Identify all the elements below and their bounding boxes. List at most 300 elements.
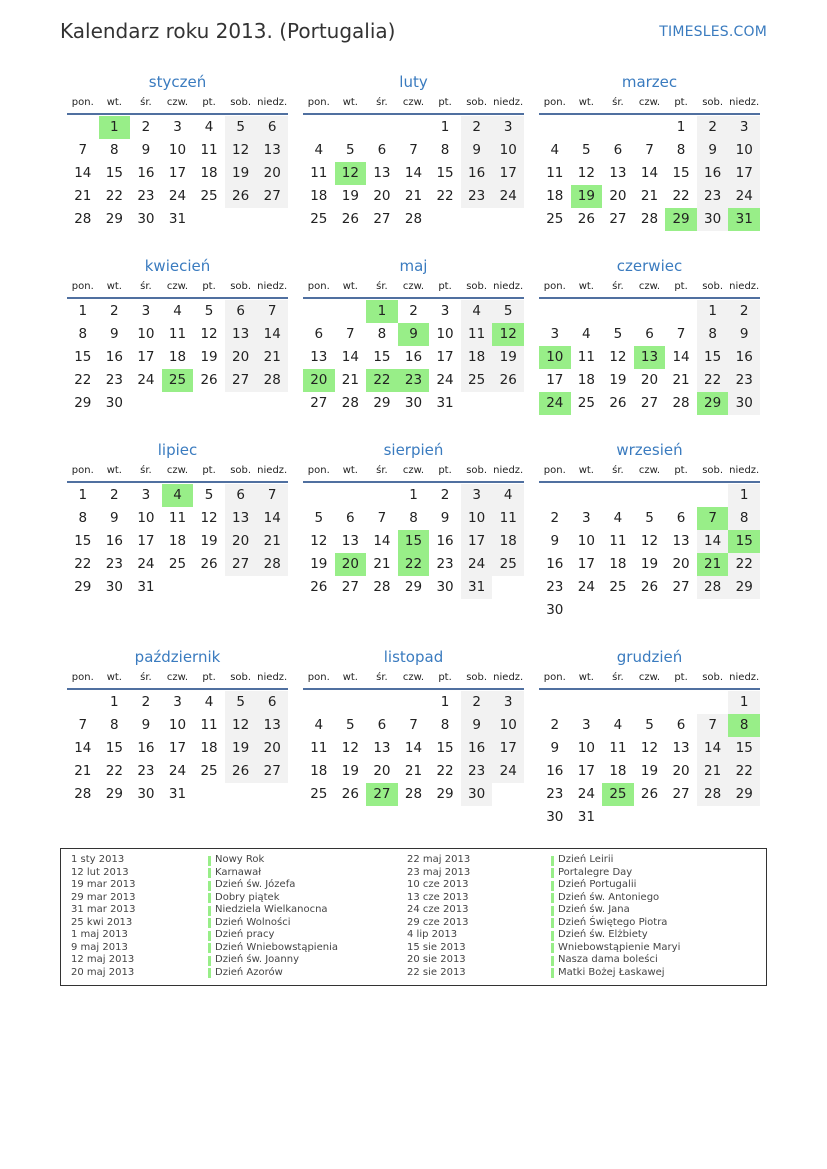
day-cell: 21	[640, 188, 659, 204]
weekday-label: wt.	[106, 281, 122, 292]
day-cell: 16	[546, 763, 564, 779]
holiday-date: 29 mar 2013	[71, 891, 136, 903]
day-cell: 19	[640, 556, 659, 572]
day-grid	[539, 116, 760, 231]
holiday-day-cell: 13	[634, 346, 666, 369]
month-name: marzec	[621, 73, 678, 91]
day-cell: 14	[74, 165, 92, 181]
weekday-label: pon.	[543, 465, 566, 476]
day-cell: 16	[461, 737, 493, 760]
day-cell: 10	[492, 139, 524, 162]
empty-cell	[634, 691, 666, 714]
day-cell: 21	[256, 346, 288, 369]
day-cell: 1	[78, 303, 88, 319]
day-cell: 26	[640, 579, 659, 595]
weekday-label: pon.	[543, 672, 566, 683]
holiday-day-cell: 20	[335, 553, 367, 576]
day-cell: 9	[440, 510, 450, 526]
day-cell: 29	[728, 783, 760, 806]
empty-cell	[571, 691, 603, 714]
weekday-label: niedz.	[729, 672, 760, 683]
weekday-label: niedz.	[493, 465, 524, 476]
day-cell: 30	[105, 395, 123, 411]
day-cell: 17	[168, 740, 187, 756]
day-cell: 6	[377, 717, 387, 733]
day-cell: 20	[373, 188, 391, 204]
day-cell: 27	[256, 185, 288, 208]
holiday-date: 12 maj 2013	[71, 954, 135, 965]
day-cell: 29	[74, 395, 92, 411]
empty-cell	[602, 484, 634, 507]
day-cell: 7	[409, 142, 418, 158]
day-cell: 27	[672, 579, 690, 595]
day-cell: 8	[440, 142, 450, 158]
weekday-label: pt.	[674, 465, 688, 476]
day-cell: 24	[577, 579, 595, 595]
day-cell: 2	[110, 303, 119, 319]
holiday-date: 25 kwi 2013	[71, 916, 133, 928]
weekday-label: pt.	[202, 281, 216, 292]
holiday-date: 22 maj 2013	[407, 854, 471, 865]
day-cell: 24	[577, 786, 595, 802]
day-cell: 11	[310, 740, 328, 756]
day-cell: 26	[341, 211, 359, 227]
day-cell: 21	[341, 372, 359, 388]
empty-cell	[539, 691, 571, 714]
weekday-label: śr.	[376, 97, 388, 108]
weekday-label: sob.	[466, 281, 488, 292]
day-cell: 6	[613, 142, 623, 158]
day-cell: 11	[200, 717, 218, 733]
month-7	[67, 439, 288, 599]
day-cell: 4	[550, 142, 560, 158]
day-grid	[303, 484, 524, 599]
day-cell: 16	[461, 162, 493, 185]
holiday-day-cell: 21	[697, 553, 729, 576]
day-cell: 11	[168, 326, 187, 342]
weekday-header	[303, 668, 524, 690]
holiday-name: Dzień Leirii	[558, 854, 614, 865]
day-cell: 11	[609, 740, 627, 756]
day-cell: 5	[645, 510, 654, 526]
holiday-day-cell: 22	[366, 369, 398, 392]
day-cell: 20	[640, 372, 659, 388]
holiday-marker	[551, 968, 554, 978]
day-cell: 26	[310, 579, 328, 595]
day-cell: 9	[110, 510, 119, 526]
day-cell: 6	[645, 326, 654, 342]
weekday-label: sob.	[702, 281, 724, 292]
day-cell: 12	[200, 510, 218, 526]
brand-link[interactable]: TIMESLES.COM	[659, 24, 767, 40]
weekday-label: czw.	[166, 465, 189, 476]
holiday-marker	[551, 943, 554, 953]
day-cell: 8	[697, 323, 729, 346]
day-cell: 1	[440, 694, 450, 710]
day-cell: 1	[676, 119, 686, 135]
weekday-label: niedz.	[493, 281, 524, 292]
empty-cell	[366, 484, 398, 507]
day-cell: 6	[225, 484, 257, 507]
empty-cell	[335, 691, 367, 714]
empty-cell	[634, 300, 666, 323]
day-cell: 29	[373, 395, 391, 411]
day-cell: 20	[225, 346, 257, 369]
day-cell: 18	[310, 763, 328, 779]
day-cell: 20	[256, 737, 288, 760]
day-cell: 22	[436, 188, 454, 204]
day-cell: 1	[697, 300, 729, 323]
day-cell: 30	[728, 392, 760, 415]
day-grid	[539, 484, 760, 622]
day-cell: 9	[141, 142, 151, 158]
day-cell: 10	[728, 139, 760, 162]
weekday-label: niedz.	[493, 672, 524, 683]
day-cell: 14	[697, 530, 729, 553]
day-cell: 2	[409, 303, 418, 319]
day-cell: 2	[550, 717, 560, 733]
holiday-marker	[208, 956, 211, 966]
holiday-marker	[208, 968, 211, 978]
day-grid	[67, 116, 288, 231]
empty-cell	[67, 691, 99, 714]
day-cell: 16	[546, 556, 564, 572]
holiday-day-cell: 15	[728, 530, 760, 553]
day-cell: 6	[676, 510, 686, 526]
day-cell: 10	[492, 714, 524, 737]
day-cell: 2	[550, 510, 560, 526]
day-cell: 30	[546, 602, 564, 618]
day-cell: 23	[461, 185, 493, 208]
day-cell: 26	[577, 211, 595, 227]
day-cell: 19	[609, 372, 627, 388]
empty-cell	[665, 484, 697, 507]
day-cell: 10	[137, 510, 155, 526]
day-cell: 13	[609, 165, 627, 181]
day-cell: 6	[377, 142, 387, 158]
day-cell: 17	[728, 162, 760, 185]
holiday-date: 9 maj 2013	[71, 941, 128, 953]
holiday-marker	[551, 956, 554, 966]
empty-cell	[697, 691, 729, 714]
day-cell: 24	[728, 185, 760, 208]
day-cell: 21	[74, 188, 92, 204]
day-cell: 5	[225, 116, 257, 139]
day-cell: 6	[225, 300, 257, 323]
day-cell: 18	[461, 346, 493, 369]
day-cell: 23	[105, 372, 123, 388]
day-cell: 25	[200, 763, 218, 779]
weekday-header	[539, 93, 760, 115]
weekday-label: pon.	[307, 97, 330, 108]
day-cell: 29	[436, 786, 454, 802]
weekday-label: sob.	[230, 465, 252, 476]
holiday-marker	[208, 881, 211, 891]
day-cell: 19	[200, 349, 218, 365]
weekday-label: wt.	[342, 465, 358, 476]
weekday-label: czw.	[638, 281, 661, 292]
day-cell: 15	[672, 165, 690, 181]
weekday-label: sob.	[702, 97, 724, 108]
day-cell: 2	[440, 487, 450, 503]
day-cell: 19	[225, 737, 257, 760]
weekday-label: sob.	[230, 281, 252, 292]
empty-cell	[634, 116, 666, 139]
day-cell: 23	[436, 556, 454, 572]
day-cell: 25	[546, 211, 564, 227]
holiday-date: 23 maj 2013	[407, 866, 471, 878]
day-cell: 27	[225, 553, 257, 576]
day-cell: 31	[168, 211, 187, 227]
weekday-label: niedz.	[257, 672, 288, 683]
weekday-label: pon.	[71, 97, 94, 108]
day-cell: 24	[492, 760, 524, 783]
day-cell: 16	[436, 533, 454, 549]
holiday-date: 22 sie 2013	[407, 966, 466, 978]
day-cell: 27	[310, 395, 328, 411]
empty-cell	[602, 691, 634, 714]
day-cell: 17	[137, 349, 155, 365]
day-cell: 27	[341, 579, 359, 595]
day-cell: 14	[256, 507, 288, 530]
day-cell: 18	[168, 349, 187, 365]
weekday-label: wt.	[342, 281, 358, 292]
month-name: lipiec	[157, 441, 198, 459]
weekday-label: czw.	[402, 281, 425, 292]
day-cell: 13	[310, 349, 328, 365]
day-cell: 30	[137, 211, 155, 227]
day-cell: 28	[256, 553, 288, 576]
day-cell: 4	[492, 484, 524, 507]
day-cell: 5	[225, 691, 257, 714]
day-cell: 28	[697, 783, 729, 806]
weekday-header	[303, 93, 524, 115]
day-cell: 18	[492, 530, 524, 553]
day-cell: 12	[341, 740, 359, 756]
day-cell: 14	[672, 349, 690, 365]
day-grid	[303, 300, 524, 415]
weekday-label: wt.	[342, 672, 358, 683]
day-cell: 29	[105, 786, 123, 802]
day-cell: 7	[78, 142, 88, 158]
day-cell: 21	[373, 556, 391, 572]
day-cell: 12	[577, 165, 595, 181]
day-cell: 20	[256, 162, 288, 185]
weekday-label: sob.	[230, 672, 252, 683]
empty-cell	[571, 300, 603, 323]
day-cell: 10	[577, 740, 595, 756]
day-cell: 25	[492, 553, 524, 576]
holiday-name: Nasza dama boleści	[558, 954, 658, 965]
weekday-label: wt.	[578, 97, 594, 108]
day-cell: 4	[461, 300, 493, 323]
holiday-name: Dzień Świętego Piotra	[558, 916, 668, 928]
holiday-name: Dobry piątek	[215, 891, 280, 903]
holiday-day-cell: 9	[398, 323, 430, 346]
day-cell: 28	[341, 395, 359, 411]
empty-cell	[697, 484, 729, 507]
day-cell: 1	[728, 691, 760, 714]
weekday-label: wt.	[106, 465, 122, 476]
day-cell: 5	[613, 326, 623, 342]
day-cell: 1	[78, 487, 88, 503]
day-cell: 30	[404, 395, 423, 411]
holiday-name: Dzień Portugalii	[558, 879, 637, 890]
weekday-header	[67, 461, 288, 483]
day-cell: 22	[74, 372, 92, 388]
weekday-label: pon.	[307, 281, 330, 292]
month-name: kwiecień	[144, 257, 211, 275]
holiday-marker	[208, 918, 211, 928]
day-cell: 2	[141, 119, 151, 135]
weekday-label: czw.	[638, 672, 661, 683]
holiday-date: 29 cze 2013	[407, 916, 469, 928]
weekday-label: czw.	[638, 97, 661, 108]
empty-cell	[303, 691, 335, 714]
day-cell: 14	[697, 737, 729, 760]
holiday-day-cell: 1	[366, 300, 398, 323]
day-cell: 28	[404, 786, 423, 802]
holiday-marker	[551, 918, 554, 928]
month-5	[303, 255, 524, 415]
holiday-day-cell: 29	[665, 208, 697, 231]
day-cell: 6	[314, 326, 324, 342]
holiday-date: 1 maj 2013	[71, 929, 128, 940]
day-cell: 28	[74, 211, 92, 227]
day-cell: 6	[256, 116, 288, 139]
day-cell: 4	[314, 717, 324, 733]
holiday-name: Dzień Azorów	[215, 966, 283, 978]
day-cell: 9	[728, 323, 760, 346]
day-cell: 23	[546, 579, 564, 595]
weekday-label: pt.	[438, 465, 452, 476]
day-cell: 13	[341, 533, 359, 549]
weekday-label: pt.	[438, 97, 452, 108]
day-cell: 22	[436, 763, 454, 779]
holiday-date: 24 cze 2013	[407, 904, 469, 915]
day-cell: 28	[697, 576, 729, 599]
day-cell: 15	[697, 346, 729, 369]
holiday-day-cell: 22	[398, 553, 430, 576]
day-cell: 19	[341, 188, 359, 204]
weekday-label: czw.	[402, 672, 425, 683]
day-cell: 26	[609, 395, 627, 411]
holiday-day-cell: 7	[697, 507, 729, 530]
holiday-marker	[551, 906, 554, 916]
holiday-name: Niedziela Wielkanocna	[215, 904, 328, 915]
day-cell: 15	[436, 165, 454, 181]
holiday-name: Wniebowstąpienie Maryi	[558, 941, 681, 953]
weekday-label: niedz.	[493, 97, 524, 108]
day-cell: 30	[697, 208, 729, 231]
holiday-date: 20 sie 2013	[407, 954, 466, 965]
month-name: październik	[134, 648, 221, 666]
day-cell: 10	[137, 326, 155, 342]
holiday-day-cell: 1	[99, 116, 131, 139]
day-cell: 12	[310, 533, 328, 549]
day-cell: 11	[609, 533, 627, 549]
day-cell: 15	[728, 737, 760, 760]
day-cell: 1	[728, 484, 760, 507]
day-cell: 16	[404, 349, 423, 365]
weekday-label: pt.	[674, 672, 688, 683]
day-cell: 10	[168, 142, 187, 158]
month-name: luty	[399, 73, 428, 91]
day-cell: 16	[697, 162, 729, 185]
empty-cell	[398, 691, 430, 714]
day-cell: 8	[440, 717, 450, 733]
day-cell: 9	[550, 533, 560, 549]
day-cell: 18	[577, 372, 595, 388]
weekday-header	[303, 277, 524, 299]
day-cell: 20	[609, 188, 627, 204]
day-cell: 15	[436, 740, 454, 756]
weekday-label: czw.	[166, 97, 189, 108]
month-name: grudzień	[616, 648, 683, 666]
weekday-label: pt.	[438, 672, 452, 683]
weekday-label: śr.	[140, 281, 152, 292]
empty-cell	[335, 116, 367, 139]
day-cell: 4	[204, 694, 214, 710]
day-cell: 17	[546, 372, 564, 388]
day-cell: 25	[310, 211, 328, 227]
day-cell: 15	[105, 740, 123, 756]
day-cell: 7	[697, 714, 729, 737]
day-cell: 26	[225, 185, 257, 208]
day-cell: 9	[550, 740, 560, 756]
month-12	[539, 646, 760, 829]
holiday-marker	[208, 906, 211, 916]
day-cell: 29	[74, 579, 92, 595]
day-cell: 7	[256, 484, 288, 507]
day-cell: 13	[373, 740, 391, 756]
day-cell: 27	[373, 211, 391, 227]
day-cell: 18	[168, 533, 187, 549]
day-cell: 16	[105, 349, 123, 365]
day-cell: 12	[225, 139, 257, 162]
day-cell: 28	[74, 786, 92, 802]
holiday-marker	[551, 931, 554, 941]
day-cell: 10	[168, 717, 187, 733]
day-cell: 27	[672, 786, 690, 802]
day-cell: 4	[314, 142, 324, 158]
holiday-day-cell: 4	[162, 484, 194, 507]
holiday-date: 19 mar 2013	[71, 879, 136, 890]
weekday-label: śr.	[612, 281, 624, 292]
day-cell: 13	[672, 740, 690, 756]
day-cell: 1	[440, 119, 450, 135]
weekday-label: sob.	[466, 672, 488, 683]
day-cell: 14	[74, 740, 92, 756]
day-cell: 12	[640, 533, 659, 549]
day-cell: 26	[225, 760, 257, 783]
day-cell: 15	[74, 533, 92, 549]
day-cell: 14	[404, 740, 423, 756]
day-cell: 21	[404, 188, 423, 204]
day-cell: 3	[582, 717, 591, 733]
weekday-label: śr.	[612, 97, 624, 108]
month-name: styczeń	[148, 73, 207, 91]
weekday-label: pt.	[202, 465, 216, 476]
day-cell: 9	[697, 139, 729, 162]
holiday-day-cell: 25	[162, 369, 194, 392]
weekday-header	[67, 668, 288, 690]
day-cell: 17	[492, 737, 524, 760]
empty-cell	[67, 116, 99, 139]
day-cell: 29	[404, 579, 423, 595]
holiday-marker	[208, 868, 211, 878]
day-cell: 16	[728, 346, 760, 369]
